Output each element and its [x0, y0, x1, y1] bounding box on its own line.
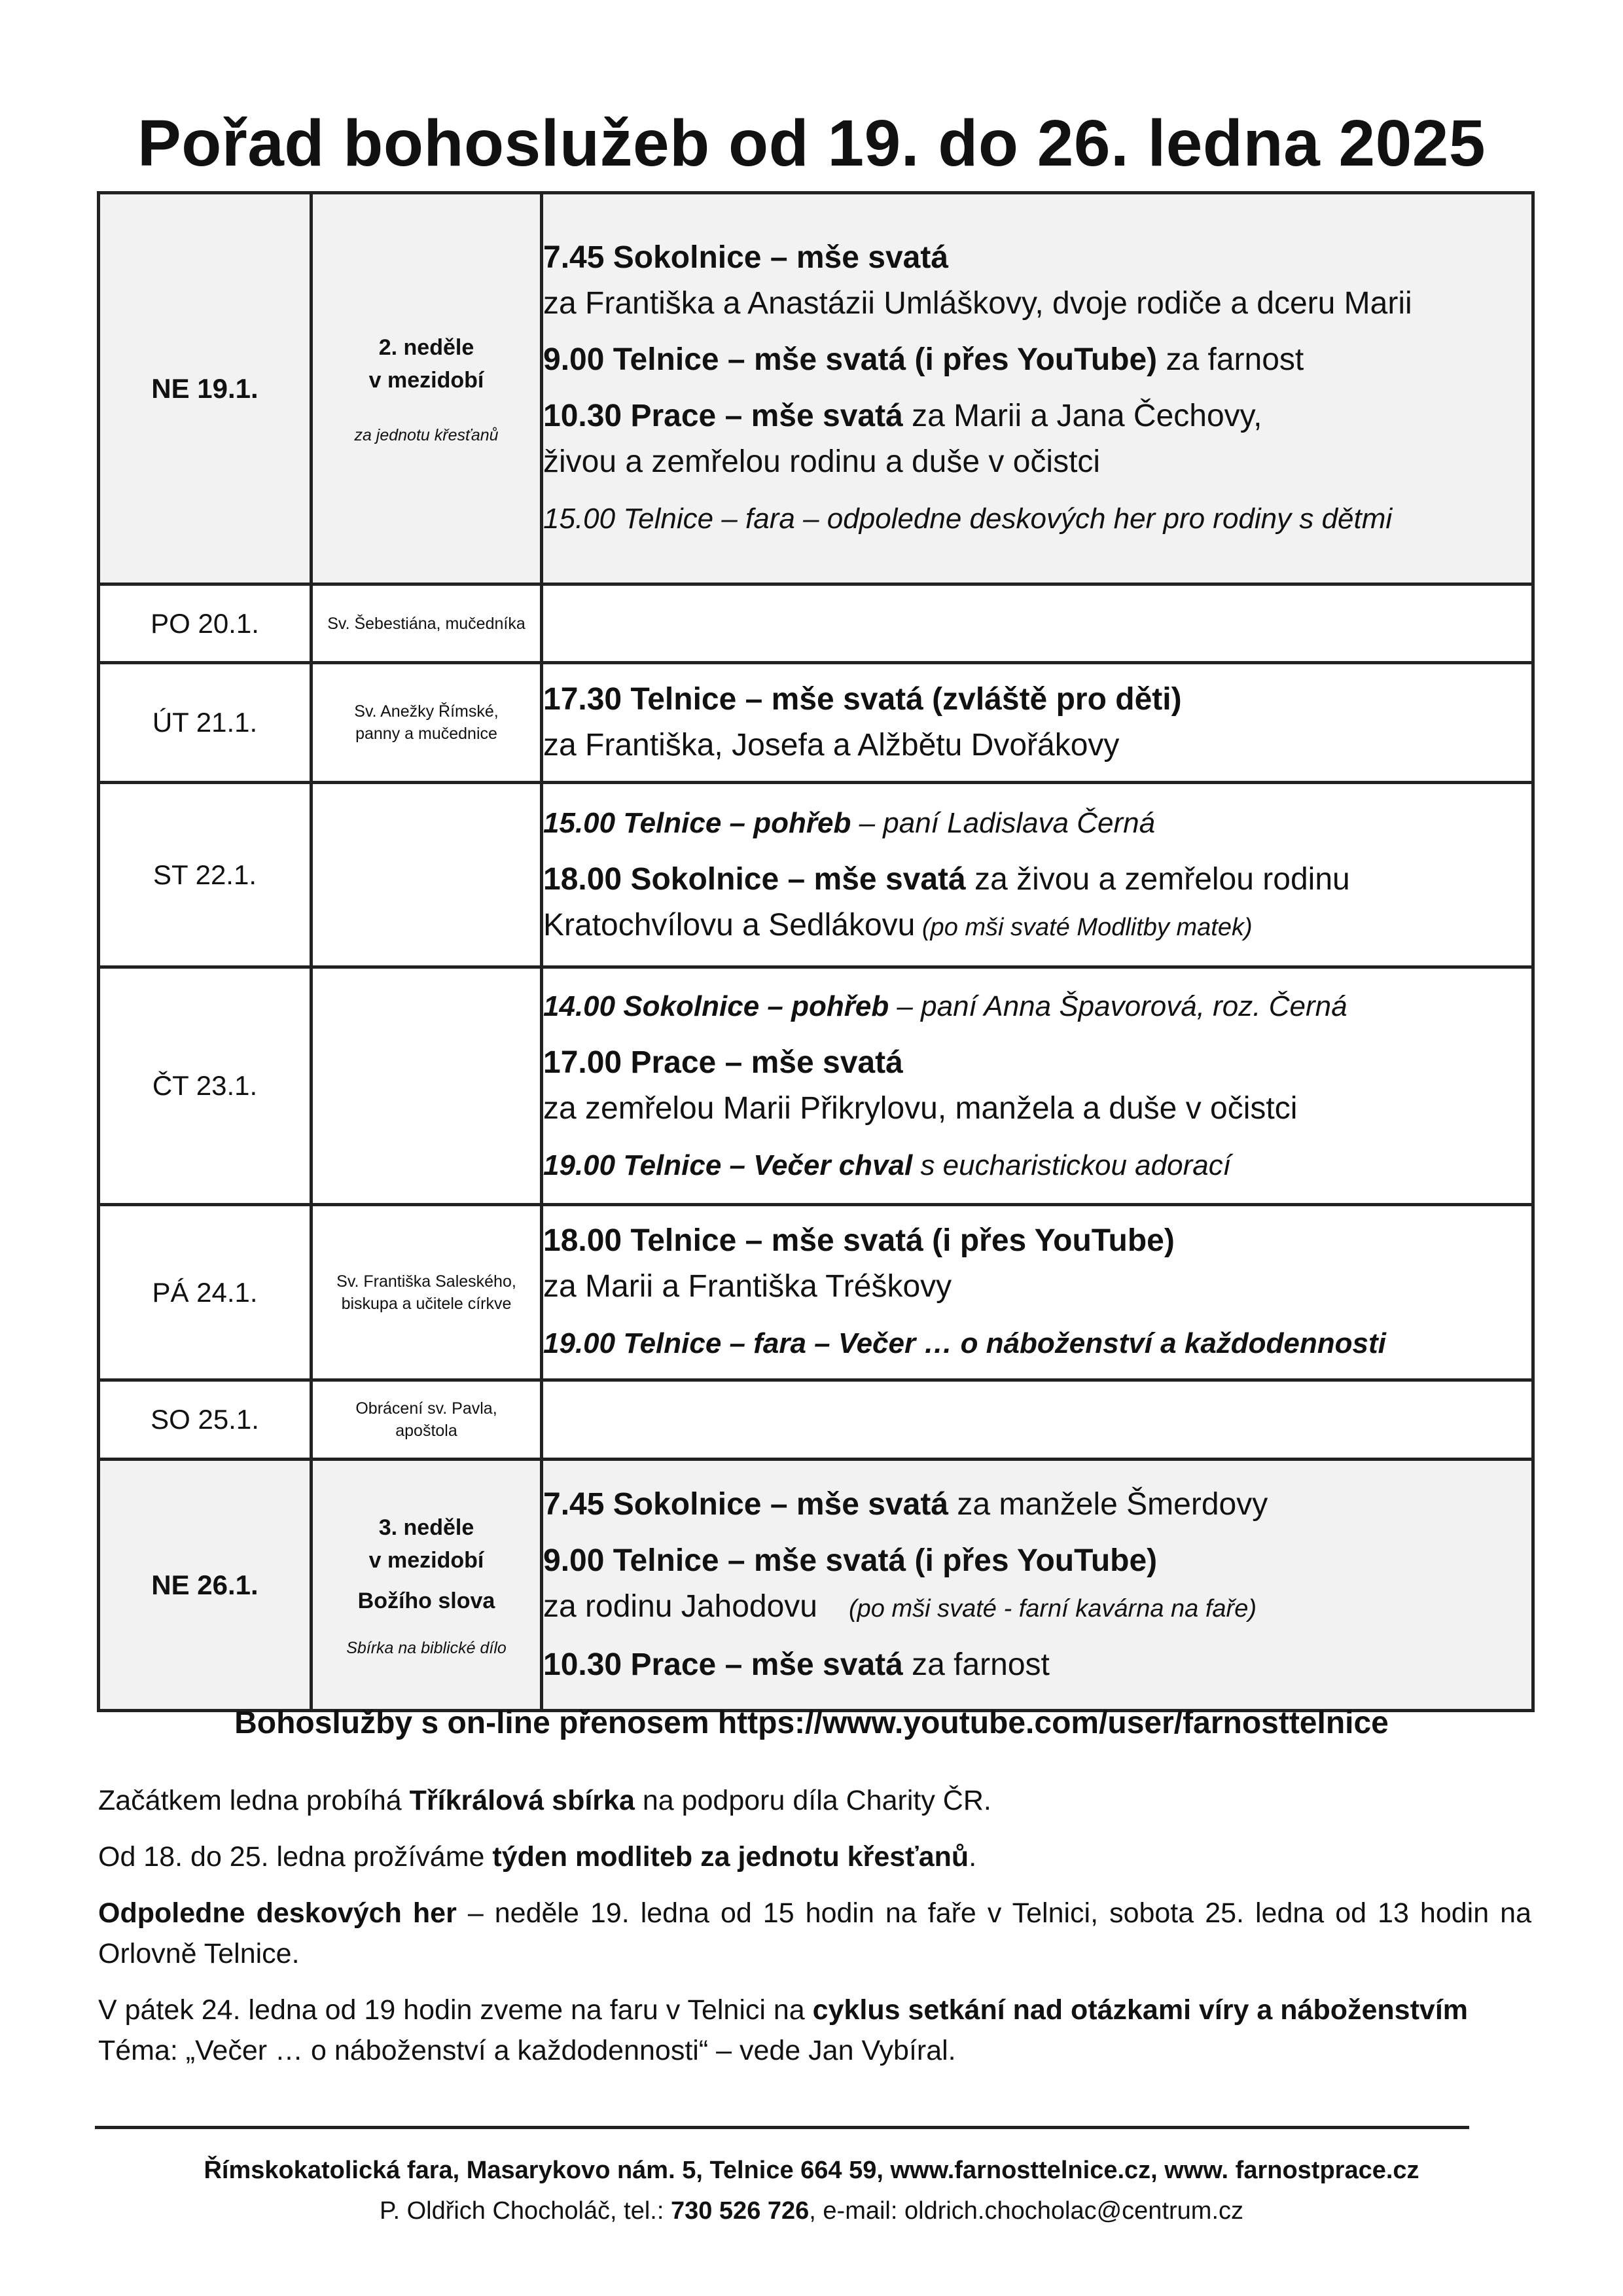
announcement-highlight: cyklus setkání nad otázkami víry a náboženstvím: [812, 1994, 1469, 2026]
feast-subtitle: v mezidobí: [368, 367, 484, 393]
service-item: [543, 337, 1531, 383]
feast-subtitle: biskupa a učitele církve: [341, 1294, 512, 1313]
feast-note: Sbírka na biblické dílo: [346, 1638, 507, 1657]
announcement-text: Začátkem ledna probíhá: [98, 1785, 410, 1816]
feast-note: za jednotu křesťanů: [354, 425, 499, 444]
event-text: 15.00 Telnice – fara – odpoledne deskových her pro rodiny s dětmi: [543, 503, 1393, 535]
contact-text: P. Oldřich Chocholáč, tel.:: [380, 2197, 671, 2225]
service-head: 18.00 Sokolnice – mše svatá: [543, 861, 966, 897]
feast-cell: Sv. Šebestiána, mučedníka: [312, 584, 542, 663]
announcement-highlight: týden modliteb za jednotu křesťanů: [492, 1841, 969, 1873]
services-cell: [542, 193, 1533, 584]
service-item: [543, 1482, 1531, 1528]
service-item: [543, 1320, 1531, 1367]
service-head: 17.00 Prace – mše svatá: [543, 1045, 903, 1080]
services-cell: [542, 967, 1533, 1205]
contact-text: , e-mail: oldrich.chocholac@centrum.cz: [809, 2197, 1243, 2225]
feast-cell: [312, 967, 542, 1205]
service-head: 9.00 Telnice – mše svatá (i přes YouTube): [543, 342, 1158, 377]
day-cell: PÁ 24.1.: [99, 1205, 312, 1380]
table-row: [99, 783, 1533, 967]
schedule-table: [97, 191, 1535, 1712]
feast-extra: Božího slova: [357, 1588, 495, 1613]
table-row: [99, 193, 1533, 584]
announcement: [98, 1893, 1531, 1974]
table-row: [99, 967, 1533, 1205]
feast-cell: [312, 663, 542, 783]
feast-cell: [312, 1460, 542, 1711]
announcement-text: – neděle 19. ledna od 15 hodin na faře v Telnici, sobota 25. ledna od 13 hodin na Orlovně Telnice.: [98, 1897, 1531, 1969]
service-intention: za farnost: [1157, 342, 1304, 377]
funeral-head: 14.00 Sokolnice – pohřeb: [543, 990, 889, 1022]
feast-cell: [312, 1205, 542, 1380]
service-item: [543, 983, 1531, 1030]
services-cell: [542, 663, 1533, 783]
event-head: 19.00 Telnice – Večer chval: [543, 1149, 913, 1181]
service-note: (po mši svaté Modlitby matek): [915, 913, 1253, 941]
feast-cell: [312, 783, 542, 967]
service-item: [543, 800, 1531, 846]
feast-title: Sv. Františka Saleského,: [336, 1272, 516, 1291]
feast-cell: [312, 193, 542, 584]
announcement-text: V pátek 24. ledna od 19 hodin zveme na faru v Telnici na: [98, 1994, 813, 2026]
table-row: [99, 1380, 1533, 1460]
day-cell: ÚT 21.1.: [99, 663, 312, 783]
service-item: [543, 1538, 1531, 1632]
day-cell: NE 19.1.: [99, 193, 312, 584]
services-cell: [542, 1205, 1533, 1380]
funeral-detail: – paní Ladislava Černá: [851, 806, 1156, 839]
table-row: [99, 1460, 1533, 1711]
service-head: 10.30 Prace – mše svatá: [543, 1647, 903, 1682]
announcement-text: na podporu díla Charity ČR.: [634, 1785, 991, 1816]
feast-subtitle: apoštola: [395, 1422, 457, 1440]
page-title: Pořad bohoslužeb od 19. do 26. ledna 2025: [137, 107, 1486, 180]
funeral-head: 15.00 Telnice – pohřeb: [543, 806, 851, 839]
services-cell: [542, 584, 1533, 663]
day-cell: NE 26.1.: [99, 1460, 312, 1711]
service-intention: za živou a zemřelou rodinu: [965, 861, 1350, 897]
service-intention-cont: živou a zemřelou rodinu a duše v očistci: [543, 444, 1101, 479]
phone-number: 730 526 726: [670, 2197, 810, 2225]
services-cell: [542, 783, 1533, 967]
announcement-text: Od 18. do 25. ledna prožíváme: [98, 1841, 493, 1873]
event-head: 19.00 Telnice – fara – Večer … o náboženství a každodennosti: [543, 1327, 1386, 1359]
service-head: 17.30 Telnice – mše svatá (zvláště pro děti): [543, 682, 1182, 717]
service-item: [543, 1040, 1531, 1132]
announcement: [98, 1837, 1531, 1877]
service-item: [543, 495, 1531, 542]
table-row: [99, 1205, 1533, 1380]
service-intention: za rodinu Jahodovu: [543, 1589, 817, 1624]
announcement: [98, 1780, 1531, 1821]
day-cell: ST 22.1.: [99, 783, 312, 967]
announcement-highlight: Odpoledne deskových her: [98, 1897, 457, 1929]
day-cell: PO 20.1.: [99, 584, 312, 663]
service-intention: za zemřelou Marii Přikrylovu, manžela a duše v očistci: [543, 1091, 1298, 1126]
feast-title: 3. neděle: [378, 1515, 474, 1540]
service-intention: za Františka, Josefa a Alžbětu Dvořákovy: [543, 728, 1120, 762]
service-intention: za farnost: [902, 1647, 1050, 1682]
service-head: 7.45 Sokolnice – mše svatá: [543, 240, 949, 275]
parish-address: Římskokatolická fara, Masarykovo nám. 5, Telnice 664 59, www.farnosttelnice.cz, www. farnostprace.cz: [204, 2157, 1419, 2184]
service-intention: za Marii a Františka Tréškovy: [543, 1269, 952, 1304]
table-row: [99, 663, 1533, 783]
service-note: (po mši svaté - farní kavárna na faře): [848, 1595, 1257, 1623]
service-item: [543, 235, 1531, 327]
service-item: [543, 1642, 1531, 1688]
service-head: 18.00 Telnice – mše svatá (i přes YouTube): [543, 1223, 1175, 1258]
announcements: [98, 1780, 1531, 2087]
footer: [0, 2150, 1623, 2231]
service-head: 10.30 Prace – mše svatá: [543, 399, 903, 433]
event-detail: s eucharistickou adorací: [912, 1149, 1231, 1181]
service-item: [543, 1142, 1531, 1189]
service-intention: za Františka a Anastázii Umláškovy, dvoje rodiče a dceru Marii: [543, 286, 1412, 321]
announcement-text: Téma: „Večer … o náboženství a každodennosti“ – vede Jan Vybíral.: [98, 2035, 956, 2066]
service-head: 9.00 Telnice – mše svatá (i přes YouTube): [543, 1543, 1158, 1578]
service-item: [543, 677, 1531, 768]
stream-info: Bohoslužby s on-line přenosem https://www.youtube.com/user/farnosttelnice: [234, 1706, 1389, 1740]
service-intention: za manžele Šmerdovy: [948, 1487, 1268, 1522]
feast-title: 2. neděle: [378, 334, 474, 360]
service-item: [543, 857, 1531, 950]
feast-subtitle: v mezidobí: [368, 1547, 484, 1573]
announcement: [98, 1990, 1531, 2071]
service-head: 7.45 Sokolnice – mše svatá: [543, 1487, 949, 1522]
feast-title: Sv. Anežky Římské,: [354, 702, 499, 721]
service-item: [543, 393, 1531, 485]
feast-title: Obrácení sv. Pavla,: [355, 1399, 497, 1418]
service-item: [543, 1218, 1531, 1310]
feast-cell: [312, 1380, 542, 1460]
day-cell: ČT 23.1.: [99, 967, 312, 1205]
service-intention: za Marii a Jana Čechovy,: [902, 399, 1262, 433]
services-cell: [542, 1460, 1533, 1711]
services-cell: [542, 1380, 1533, 1460]
day-cell: SO 25.1.: [99, 1380, 312, 1460]
divider: [95, 2126, 1469, 2129]
contact-line: [0, 2191, 1623, 2231]
funeral-detail: – paní Anna Špavorová, roz. Černá: [889, 990, 1347, 1022]
announcement-highlight: Tříkrálová sbírka: [409, 1785, 635, 1816]
table-row: [99, 584, 1533, 663]
service-intention-cont: Kratochvílovu a Sedlákovu: [543, 907, 916, 942]
announcement-text: .: [969, 1841, 977, 1873]
feast-subtitle: panny a mučednice: [355, 725, 497, 743]
